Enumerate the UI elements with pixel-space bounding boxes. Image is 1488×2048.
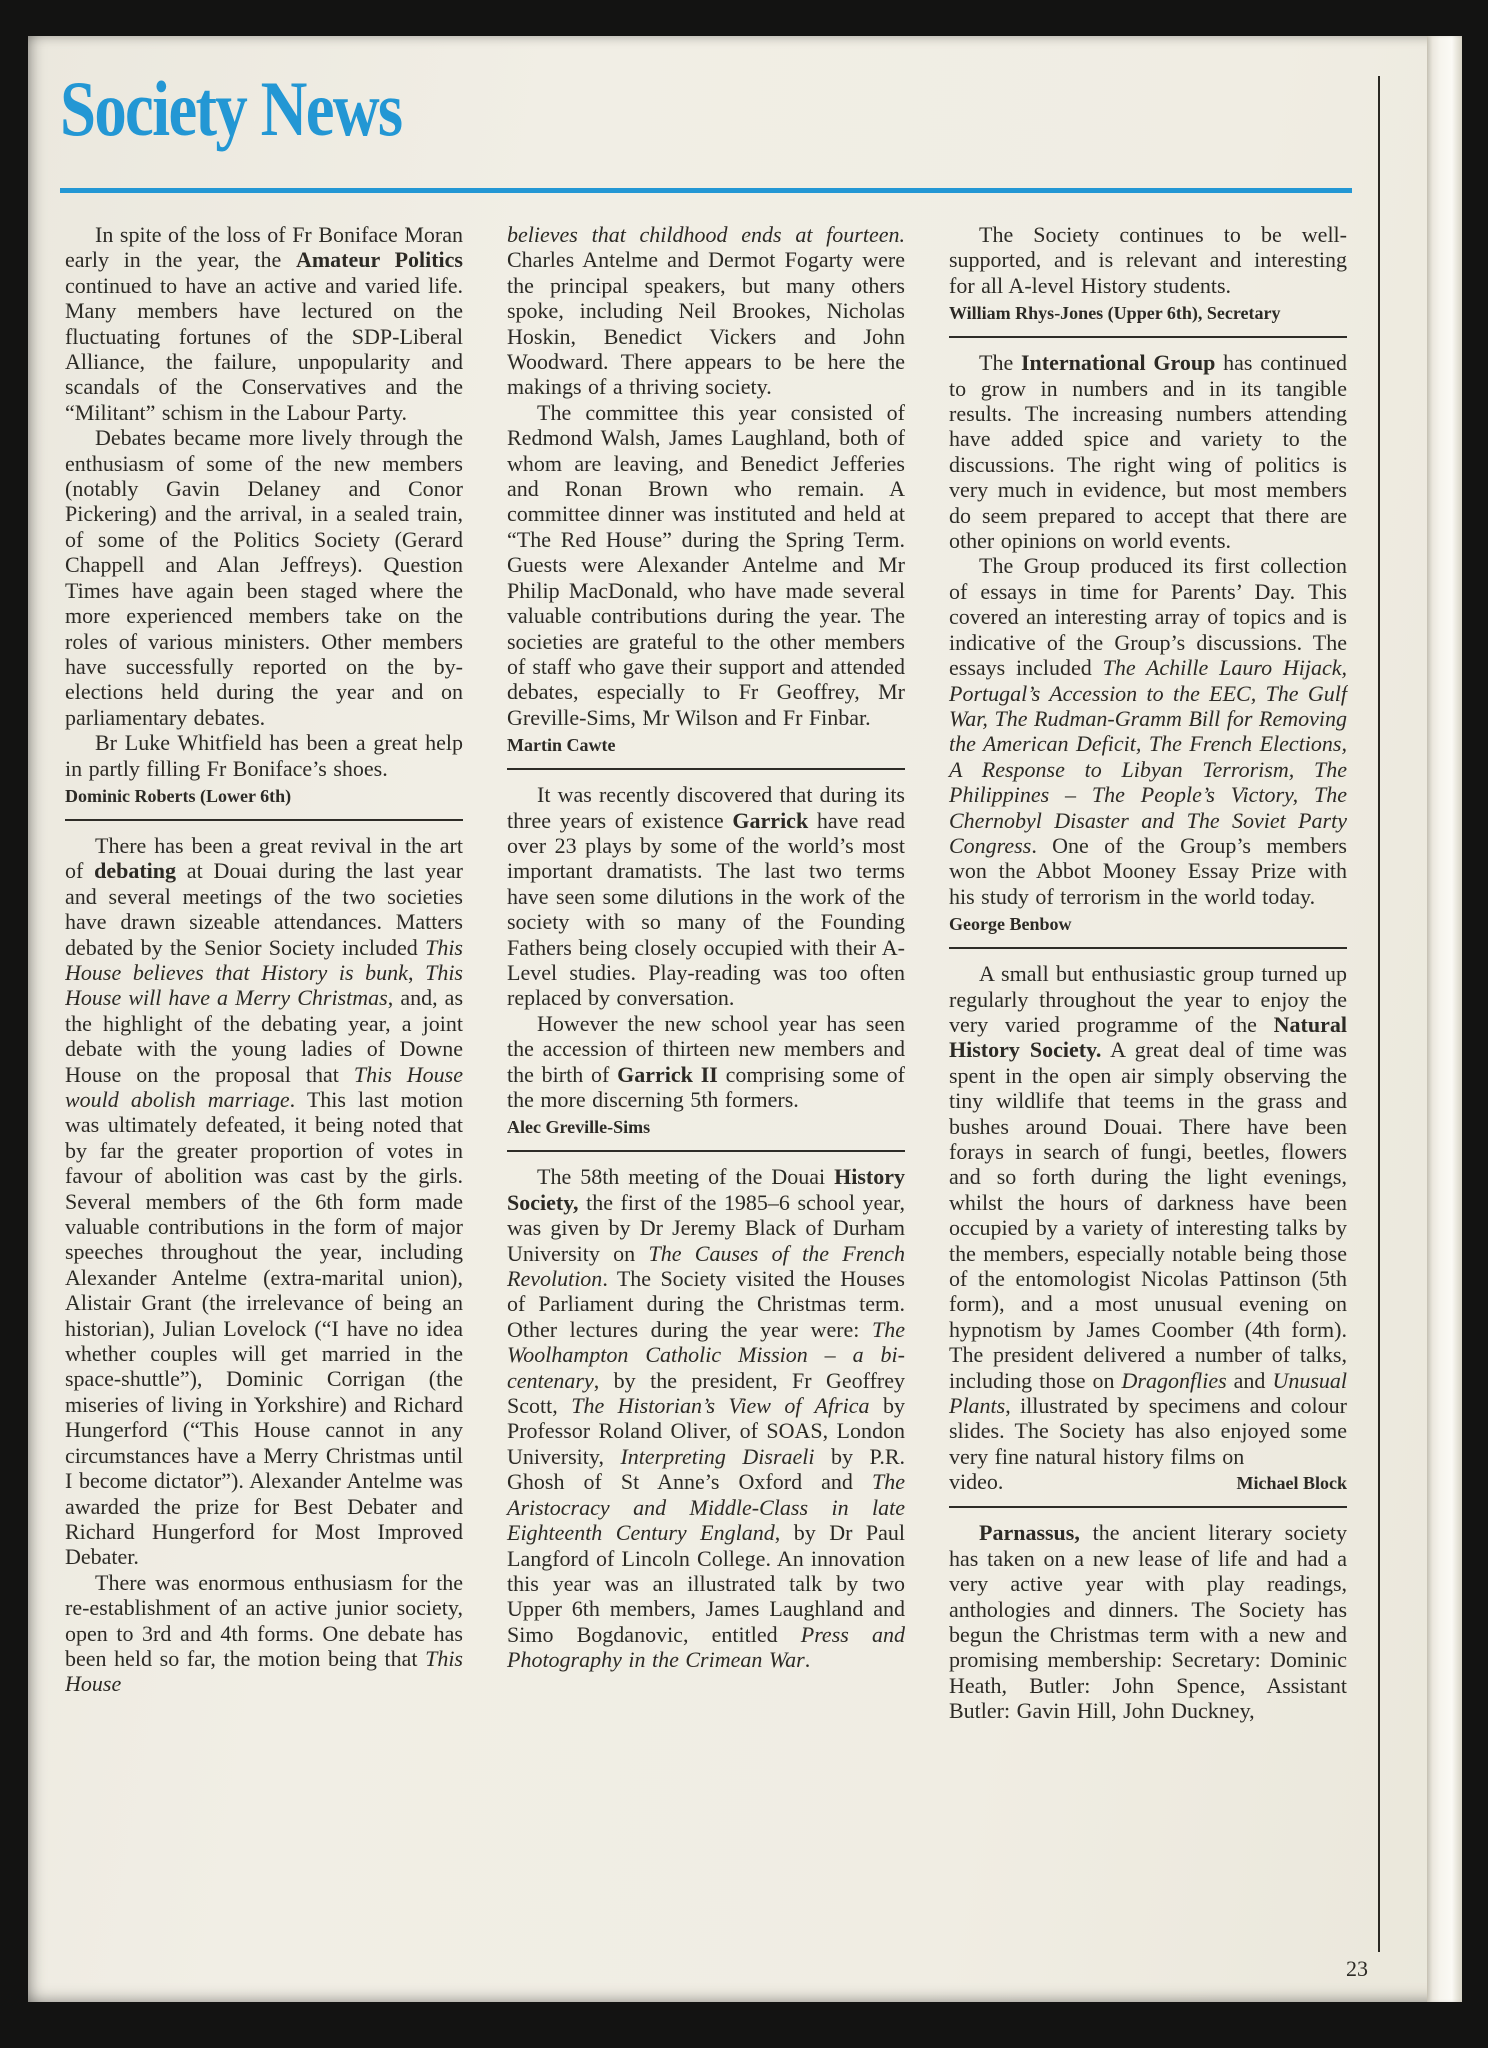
- section-divider: [949, 947, 1347, 949]
- text-run: A small but enthusiastic group turned up regularly throughout the year to enjoy the very varied programme of the: [949, 961, 1347, 1037]
- title-italic: The Aristocracy and Middle-Class in late Eighteenth Century England: [507, 1469, 905, 1546]
- society-name-bold: debating: [94, 858, 177, 884]
- title-italic: Interpreting Disraeli: [620, 1443, 815, 1469]
- title-italic: The Causes of the French Revolution: [507, 1240, 905, 1292]
- paragraph-end-with-byline: [949, 1469, 1347, 1495]
- page-number: 23: [1346, 1956, 1368, 1981]
- title-italic: believes that childhood ends at fourteen.: [507, 222, 905, 247]
- paragraph-end: video.: [949, 1469, 1004, 1495]
- society-name-bold: International Group: [1020, 350, 1216, 376]
- text-run: has continued to grow in numbers and in its tangible results. The increasing numbers attending have added spice and variety to the discussions. The right wing of politics is very much in evidence, but most members do seem prepared to accept that there are other opinions on world events.: [949, 350, 1348, 554]
- text-run: . One of the Group’s members won the Abbot Mooney Essay Prize with his study of terrorism in the world today.: [949, 832, 1347, 909]
- text-run: comprising some of the more discerning 5th formers.: [507, 1061, 905, 1112]
- text-run: ,: [407, 959, 426, 985]
- text-run: There was enormous enthusiasm for the re-establishment of an active junior society, open to 3rd and 4th forms. One debate has been held so far, the motion being that: [65, 1569, 463, 1671]
- text-run: and: [1226, 1367, 1273, 1393]
- article-columns: [65, 222, 1348, 1970]
- title-italic: The Woolhampton Catholic Mission – a bi-centenary: [507, 1316, 905, 1393]
- paragraph: [65, 425, 463, 730]
- paragraph: [949, 1520, 1347, 1723]
- paragraph: [949, 961, 1347, 1469]
- paragraph: [507, 1164, 905, 1672]
- title-italic: The Achille Lauro Hijack, Portugal’s Accession to the EEC, The Gulf War, The Rudman-Gramm Bill for Removing the American Deficit, The French Elections, A Response to Libyan Terrorism, The Philippines – The People’s Victory, The Chernobyl Disaster and The Soviet Party Congress: [949, 655, 1348, 858]
- text-run: have read over 23 plays by some of the world’s most important dramatists. The last two terms have seen some dilutions in the work of the society with so many of the Founding Fathers being closely occupied with their A-Level studies. Play-reading was too often replaced by conversation.: [507, 807, 905, 1011]
- title-italic: This House: [65, 1645, 463, 1697]
- paragraph: [949, 350, 1347, 553]
- section-divider: [65, 819, 463, 821]
- text-run: A great deal of time was spent in the open air simply observing the tiny wildlife that teems in the grass and bushes around Douai. There have been forays in search of fungi, beetles, flowers and so forth during the light evenings, whilst the hours of darkness have been occupied by a variety of interesting talks by the members, especially notable being those of the entomologist Nicolas Pattinson (5th form), and a most unusual evening on hypnotism by James Coomber (4th form). The president delivered a number of talks, including those on: [949, 1037, 1347, 1393]
- society-name-bold: Parnassus,: [979, 1520, 1080, 1546]
- byline: Martin Cawte: [507, 735, 616, 756]
- text-run: There has been a great revival in the art of: [65, 832, 463, 884]
- text-run: Charles Antelme and Dermot Fogarty were the principal speakers, but many others spoke, including Neil Brookes, Nicholas Hoskin, Benedict Vickers and John Woodward. There appears to be here the makings of a thriving society.: [507, 247, 905, 400]
- byline: George Benbow: [949, 914, 1072, 935]
- society-name-bold: History Society,: [507, 1164, 905, 1215]
- text-run: , illustrated by specimens and colour slides. The Society has also enjoyed some very fine natural history films on: [949, 1393, 1347, 1469]
- title-italic: Dragonflies: [1121, 1367, 1227, 1393]
- paragraph: [507, 782, 905, 1011]
- paragraph: [949, 553, 1347, 909]
- column-2: [507, 222, 905, 1970]
- paragraph: [507, 400, 905, 730]
- title-italic: The Historian’s View of Africa: [571, 1393, 870, 1419]
- text-run: It was recently discovered that during its three years of existence: [507, 782, 905, 833]
- section-divider: [949, 336, 1347, 338]
- section-divider: [507, 1150, 905, 1152]
- right-margin-rule: [1378, 76, 1380, 1952]
- text-run: The 58th meeting of the Douai: [537, 1164, 835, 1190]
- paragraph: [65, 730, 463, 781]
- title-italic: Press and Photography in the Crimean War: [507, 1621, 905, 1673]
- text-run: Br Luke Whitfield has been a great help in partly filling Fr Boniface’s shoes.: [65, 730, 463, 781]
- title-italic: This House will have a Merry Christmas: [65, 959, 463, 1011]
- text-run: the first of the 1985–6 school year, was given by Dr Jeremy Black of Durham University on: [507, 1189, 905, 1266]
- section-divider: [507, 768, 905, 770]
- text-run: the ancient literary society has taken on a new lease of life and had a very active year with play readings, anthologies and dinners. The Society has begun the Christmas term with a new and promising membership: Secretary: Dominic Heath, Butler: John Spence, Assistant Butler: Gavin Hill, John Duckney,: [949, 1520, 1347, 1724]
- paragraph: [65, 833, 463, 1570]
- title-italic: Unusual Plants: [949, 1367, 1347, 1419]
- page-title: Society News: [60, 65, 402, 152]
- byline: Michael Block: [1236, 1473, 1347, 1494]
- text-run: , and, as the highlight of the debating year, a joint debate with the young ladies of Downe House on the proposal that: [65, 985, 464, 1087]
- text-run: . This last motion was ultimately defeated, it being noted that by far the greater proportion of votes in favour of abolition was cast by the girls. Several members of the 6th form made valuable contributions in the form of major speeches throughout the year, including Alexander Antelme (extra-marital union), Alistair Grant (the irrelevance of being an historian), Julian Lovelock (“I have no idea whether couples will get married in the space-shuttle”), Dominic Corrigan (the miseries of living in Yorkshire) and Richard Hungerford (“This House cannot in any circumstances have a Merry Christmas until I become dictator”). Alexander Antelme was awarded the prize for Best Debater and Richard Hungerford for Most Improved Debater.: [65, 1087, 463, 1570]
- byline: Alec Greville-Sims: [507, 1117, 651, 1138]
- text-run: continued to have an active and varied life. Many members have lectured on the fluctuating fortunes of the SDP-Liberal Alliance, the failure, unpopularity and scandals of the Conservatives and the “Militant” schism in the Labour Party.: [65, 272, 463, 425]
- byline: Dominic Roberts (Lower 6th): [65, 785, 292, 806]
- page-fore-edge: [1427, 36, 1462, 2002]
- text-run: In spite of the loss of Fr Boniface Moran early in the year, the: [65, 222, 463, 273]
- society-name-bold: Natural History Society.: [949, 1011, 1347, 1063]
- paragraph: [507, 1011, 905, 1113]
- title-underline: [60, 188, 1352, 193]
- text-run: The Society continues to be well-supported, and is relevant and interesting for all A-level History students.: [949, 222, 1347, 298]
- paragraph: [65, 222, 463, 425]
- text-run: The committee this year consisted of Redmond Walsh, James Laughland, both of whom are leaving, and Benedict Jefferies and Ronan Brown who remain. A committee dinner was instituted and held at “The Red House” during the Spring Term. Guests were Alexander Antelme and Mr Philip MacDonald, who have made several valuable contributions during the year. The societies are grateful to the other members of staff who gave their support and attended debates, especially to Fr Geoffrey, Mr Greville-Sims, Mr Wilson and Fr Finbar.: [507, 399, 905, 730]
- title-italic: This House would abolish marriage: [65, 1061, 463, 1112]
- text-run: .: [804, 1647, 811, 1673]
- text-run: at Douai during the last year and several meetings of the two societies have drawn sizeable attendances. Matters debated by the Senior Society included: [65, 858, 464, 960]
- text-run: , by the president, Fr Geoffrey Scott,: [507, 1367, 905, 1419]
- byline: William Rhys-Jones (Upper 6th), Secretary: [949, 303, 1281, 324]
- title-italic: This House believes that History is bunk: [65, 934, 463, 985]
- text-run: The Group produced its first collection of essays in time for Parents’ Day. This covered an interesting array of topics and is indicative of the Group’s discussions. The essays included: [949, 553, 1347, 681]
- paragraph: [507, 222, 905, 400]
- text-run: by P.R. Ghosh of St Anne’s Oxford and: [507, 1443, 905, 1495]
- text-run: by Professor Roland Oliver, of SOAS, London University,: [507, 1393, 905, 1469]
- text-run: Debates became more lively through the enthusiasm of some of the new members (notably Gavin Delaney and Conor Pickering) and the arrival, in a sealed train, of some of the Politics Society (Gerard Chappell and Alan Jeffreys). Question Times have again been staged where the more experienced members take on the roles of various ministers. Other members have successfully reported on the by-elections held during the year and on parliamentary debates.: [65, 425, 463, 730]
- text-run: The: [979, 350, 1021, 376]
- column-3: [949, 222, 1347, 1970]
- column-1: [65, 222, 463, 1970]
- society-name-bold: Garrick: [732, 807, 809, 833]
- society-name-bold: Amateur Politics: [295, 247, 463, 273]
- text-run: . The Society visited the Houses of Parliament during the Christmas term. Other lectures during the year were:: [507, 1266, 905, 1342]
- magazine-page: [28, 36, 1462, 2002]
- paragraph: [949, 222, 1347, 298]
- section-divider: [949, 1506, 1347, 1508]
- text-run: However the new school year has seen the accession of thirteen new members and the birth of: [507, 1010, 905, 1087]
- society-name-bold: Garrick II: [617, 1061, 718, 1087]
- paragraph: [65, 1570, 463, 1697]
- text-run: , by Dr Paul Langford of Lincoln College. An innovation this year was an illustrated talk by two Upper 6th members, James Laughland and Simo Bogdanovic, entitled: [507, 1520, 906, 1647]
